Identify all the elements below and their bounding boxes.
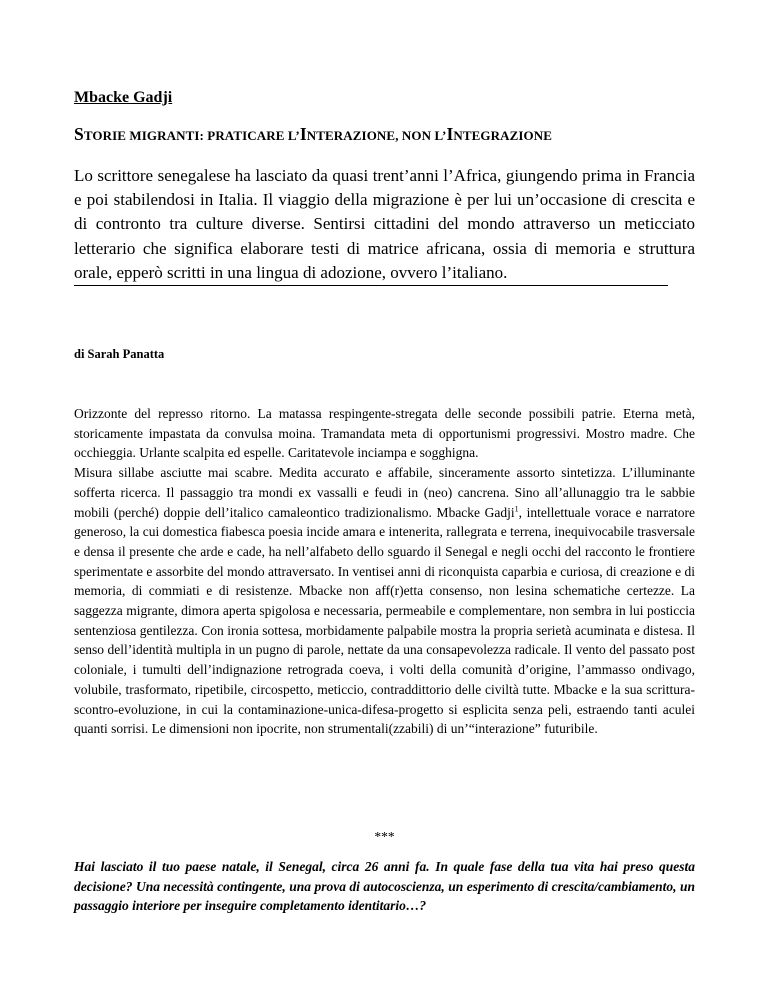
article-body xyxy=(74,404,695,739)
title-initial-1: S xyxy=(74,124,84,144)
article-title xyxy=(74,124,695,145)
title-initial-3: I xyxy=(446,124,454,144)
title-segment-2: : PRATICARE L’ xyxy=(199,128,300,143)
interview-question: Hai lasciato il tuo paese natale, il Senegal, circa 26 anni fa. In quale fase della tua vita hai preso questa decisione? Una necessità contingente, una prova di autocoscienza, un esperimento di crescita/cambiamento, un passaggio interiore per inseguire completamento identitario…? xyxy=(74,859,695,914)
title-segment-4: , NON L’ xyxy=(395,128,447,143)
title-segment-1: TORIE MIGRANTI xyxy=(83,128,200,143)
body-paragraph-1: Orizzonte del represso ritorno. La matassa respingente-stregata delle seconde possibili patrie. Eterna metà, storicamente impastata da convulsa moina. Tramandata meta di opportunismi progressivi. Mostro madre. Che occhieggia. Urlante scalpita ed espelle. Caritatevole inciampa e sogghigna. xyxy=(74,406,695,461)
body-paragraph-2-rest: , intellettuale vorace e narratore generoso, la cui domestica fiabesca poesia incide amara e intenerita, rallegrata e terrena, inequivocabile trasversale e densa il presente che arde e cade, ha nell’alfabeto dello sguardo il Senegal e negli occhi del racconto le frontiere sperimentate e assorbite del mondo attraversato. In ventisei anni di riconquista caparbia e curiosa, di creazione e di memoria, di commiati e di resistenze. Mbacke non aff(r)etta consenso, non lesina schematiche certezze. La saggezza migrante, dimora aperta spigolosa e necessaria, permeabile e complementare, non sembra in lui posticcia sentenziosa gentilezza. Con ironia sottesa, morbidamente palpabile mostra la propria serietà acuminata e distesa. Il senso dell’identità multipla in un pugno di parole, nettate da una consapevolezza radicale. Il vento del passato post coloniale, i tumulti dell’indignazione retrograda coeva, i volti della comunità d’origine, l’ammasso ondivago, volubile, trasformato, ripetibile, circospetto, meticcio, contraddittorio delle civiltà tutte. Mbacke e la sua scrittura-scontro-evoluzione, in cui la contaminazione-unica-difesa-progetto si esplicita senza peli, estraendo tanti aculei quanti sorrisi. Le dimensioni non ipocrite, non strumentali(zzabili) di un’“interazione” futuribile. xyxy=(74,504,695,737)
horizontal-rule xyxy=(74,285,668,286)
body-paragraph-2 xyxy=(74,463,695,739)
footnote-reference[interactable]: 1 xyxy=(514,504,519,514)
body-paragraph-2-start: Misura sillabe asciutte mai scabre. Medita accurato e affabile, sinceramente assorto sintetizza. L’illuminante sofferta ricerca. Il passaggio tra mondi ex vassalli e feudi in (neo) cancrena. Sino all’allunaggio tra le sabbie mobili (perché) doppie dell’italico camaleontico tradizionalismo. Mbacke Gadji xyxy=(74,465,695,520)
title-segment-3: NTERAZIONE xyxy=(306,128,396,143)
section-separator: *** xyxy=(374,829,395,844)
byline: di Sarah Panatta xyxy=(74,347,165,361)
lead-paragraph: Lo scrittore senegalese ha lasciato da quasi trent’anni l’Africa, giungendo prima in Francia e poi stabilendosi in Italia. Il viaggio della migrazione è per lui un’occasione di crescita e di contronto tra culture diverse. Sentirsi cittadini del mondo attraverso un meticciato letterario che significa elaborare testi di matrice africana, ossia di memoria e struttura orale, epperò scritti in una lingua di adozione, ovvero l’italiano. xyxy=(74,166,695,282)
title-segment-5: NTEGRAZIONE xyxy=(453,128,552,143)
author-name: Mbacke Gadji xyxy=(74,89,173,106)
title-initial-2: I xyxy=(299,124,307,144)
